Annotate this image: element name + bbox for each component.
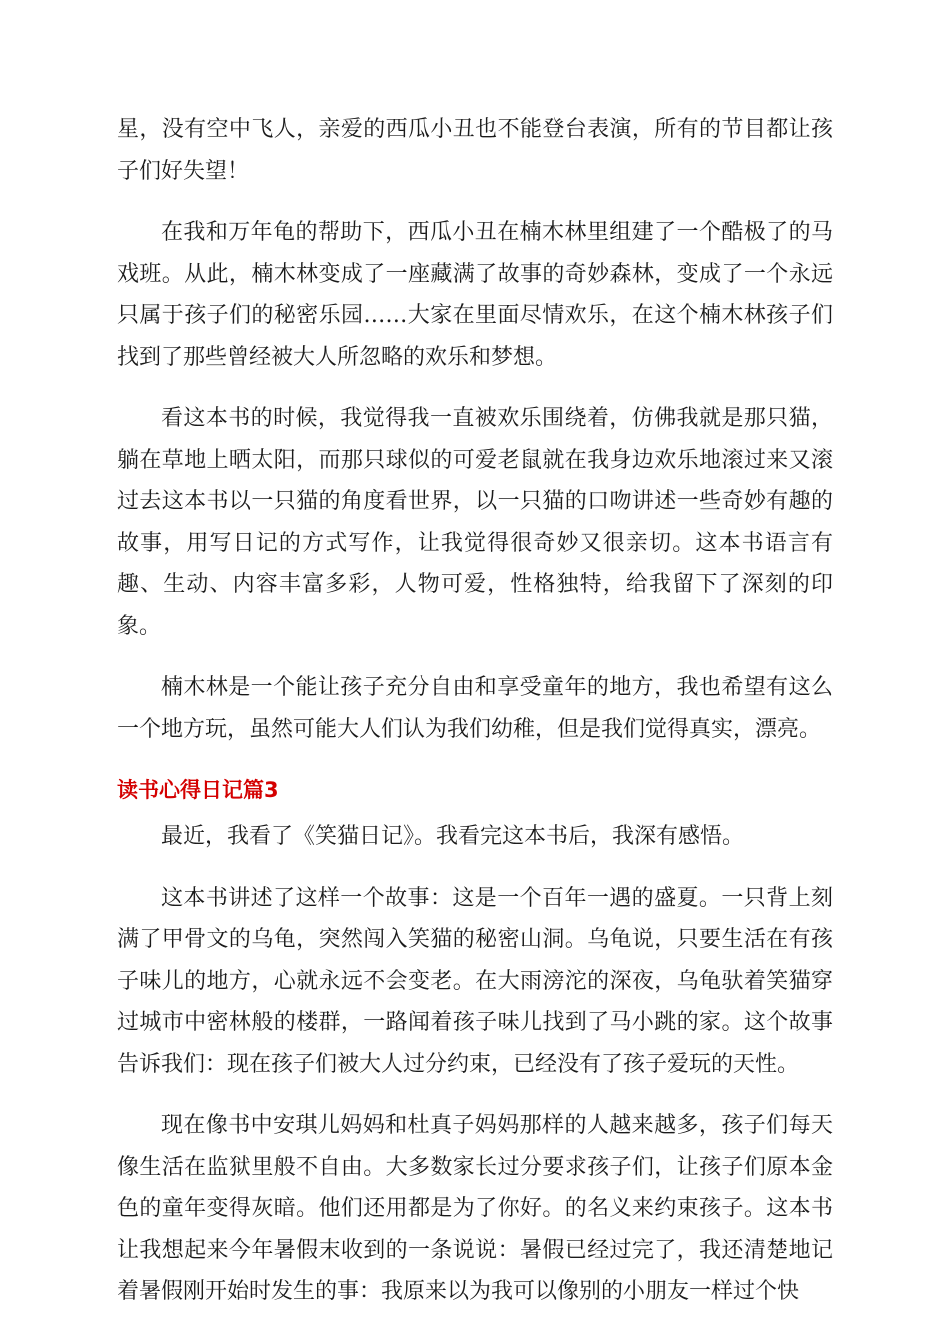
paragraph: 看这本书的时候，我觉得我一直被欢乐围绕着，仿佛我就是那只猫，躺在草地上晒太阳，而那只球似的可爱老鼠就在我身边欢乐地滚过来又滚过去这本书以一只猫的角度看世界，以一只猫的口吻讲述一些奇妙有趣的故事，用写日记的方式写作，让我觉得很奇妙又很亲切。这本书语言有趣、生动、内容丰富多彩，人物可爱，性格独特，给我留下了深刻的印象。	[117, 406, 833, 639]
section-title: 读书心得日记篇3	[117, 778, 279, 802]
paragraph: 这本书讲述了这样一个故事：这是一个百年一遇的盛夏。一只背上刻满了甲骨文的乌龟，突然闯入笑猫的秘密山洞。乌龟说，只要生活在有孩子味儿的地方，心就永远不会变老。在大雨滂沱的深夜，乌龟驮着笑猫穿过城市中密林般的楼群，一路闻着孩子味儿找到了马小跳的家。这个故事告诉我们：现在孩子们被大人过分约束，已经没有了孩子爱玩的天性。	[117, 885, 833, 1077]
paragraph: 在我和万年龟的帮助下，西瓜小丑在楠木林里组建了一个酷极了的马戏班。从此，楠木林变成了一座藏满了故事的奇妙森林，变成了一个永远只属于孩子们的秘密乐园……大家在里面尽情欢乐，在这个楠木林孩子们找到了那些曾经被大人所忽略的欢乐和梦想。	[117, 220, 833, 370]
paragraph: 最近，我看了《笑猫日记》。我看完这本书后，我深有感悟。	[161, 824, 745, 849]
document-body	[117, 109, 833, 1333]
paragraph: 现在像书中安琪儿妈妈和杜真子妈妈那样的人越来越多，孩子们每天像生活在监狱里般不自由。大多数家长过分要求孩子们，让孩子们原本金色的童年变得灰暗。他们还用都是为了你好。的名义来约束孩子。这本书让我想起来今年暑假末收到的一条说说：暑假已经过完了，我还清楚地记着暑假刚开始时发生的事：我原来以为我可以像别的小朋友一样过个快	[117, 1113, 833, 1304]
paragraph-continued: 星，没有空中飞人，亲爱的西瓜小丑也不能登台表演，所有的节目都让孩子们好失望！	[117, 117, 833, 184]
paragraph: 楠木林是一个能让孩子充分自由和享受童年的地方，我也希望有这么一个地方玩，虽然可能大人们认为我们幼稚，但是我们觉得真实，漂亮。	[117, 675, 833, 742]
